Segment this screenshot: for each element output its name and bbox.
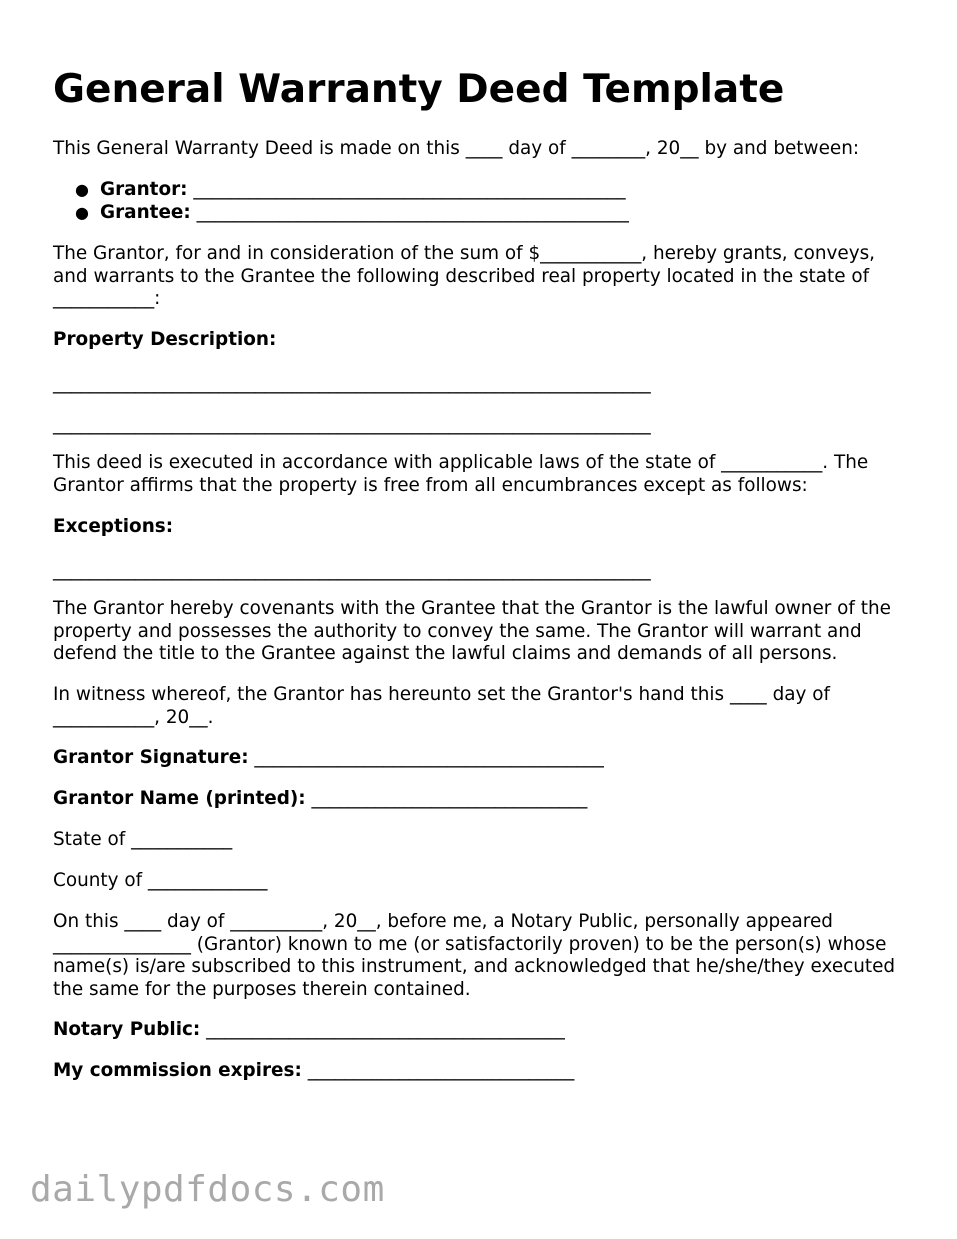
covenant-paragraph: The Grantor hereby covenants with the Grantee that the Grantor is the lawful owner of the property and possesses the authority to convey the same. The Grantor will warrant and defend the title to the Grantee against the lawful claims and demands of all persons. [53, 598, 891, 664]
bullet-icon: ● [75, 180, 89, 199]
property-description-line: _________________________________________________________________ [53, 373, 651, 394]
exceptions-heading: Exceptions: [53, 516, 174, 537]
notary-statement: On this ____ day of __________, 20__, before me, a Notary Public, personally appeared _______________ (Grantor) known to me (or satisfactorily proven) to be the person(s) whose name(s) is/are subscribed to this instrument, and acknowledged that he/she/they executed the same for the purposes therein contained. [53, 911, 896, 1000]
exceptions-line: _________________________________________________________________ [53, 560, 651, 581]
commission-expires-label: My commission expires: [53, 1060, 302, 1081]
grantee-item [53, 201, 629, 224]
grantee-label: Grantee: [100, 202, 191, 223]
grantor-blank: _______________________________________________ [193, 179, 626, 200]
grantor-label: Grantor: [100, 179, 188, 200]
document-title: General Warranty Deed Template [53, 67, 785, 112]
grantor-signature-blank: ______________________________________ [254, 747, 604, 768]
notary-public-label: Notary Public: [53, 1019, 201, 1040]
intro-paragraph: This General Warranty Deed is made on this ____ day of ________, 20__ by and between: [53, 138, 860, 159]
grantor-name-field [53, 788, 587, 811]
county-of-field: County of _____________ [53, 870, 268, 891]
witness-paragraph: In witness whereof, the Grantor has hereunto set the Grantor's hand this ____ day of ___________, 20__. [53, 684, 830, 728]
grantor-item [53, 178, 629, 201]
grantor-name-blank: ______________________________ [311, 788, 588, 809]
grantor-signature-label: Grantor Signature: [53, 747, 249, 768]
consideration-paragraph: The Grantor, for and in consideration of the sum of $___________, hereby grants, conveys, and warrants to the Grantee the following described real property located in the state of ___________: [53, 243, 876, 309]
watermark: dailypdfdocs.com [30, 1169, 385, 1210]
execution-paragraph: This deed is executed in accordance with applicable laws of the state of ___________. The Grantor affirms that the property is free from all encumbrances except as follows: [53, 452, 869, 496]
grantor-signature-field [53, 747, 604, 770]
grantor-name-label: Grantor Name (printed): [53, 788, 306, 809]
state-of-field: State of ___________ [53, 829, 233, 850]
notary-public-blank: _______________________________________ [206, 1019, 565, 1040]
notary-public-field [53, 1019, 565, 1042]
property-description-line: _________________________________________________________________ [53, 414, 651, 435]
grantee-blank: _______________________________________________ [196, 202, 629, 223]
commission-expires-field [53, 1060, 574, 1083]
property-description-heading: Property Description: [53, 329, 277, 350]
parties-list [53, 178, 629, 224]
commission-expires-blank: _____________________________ [307, 1060, 575, 1081]
bullet-icon: ● [75, 203, 89, 222]
